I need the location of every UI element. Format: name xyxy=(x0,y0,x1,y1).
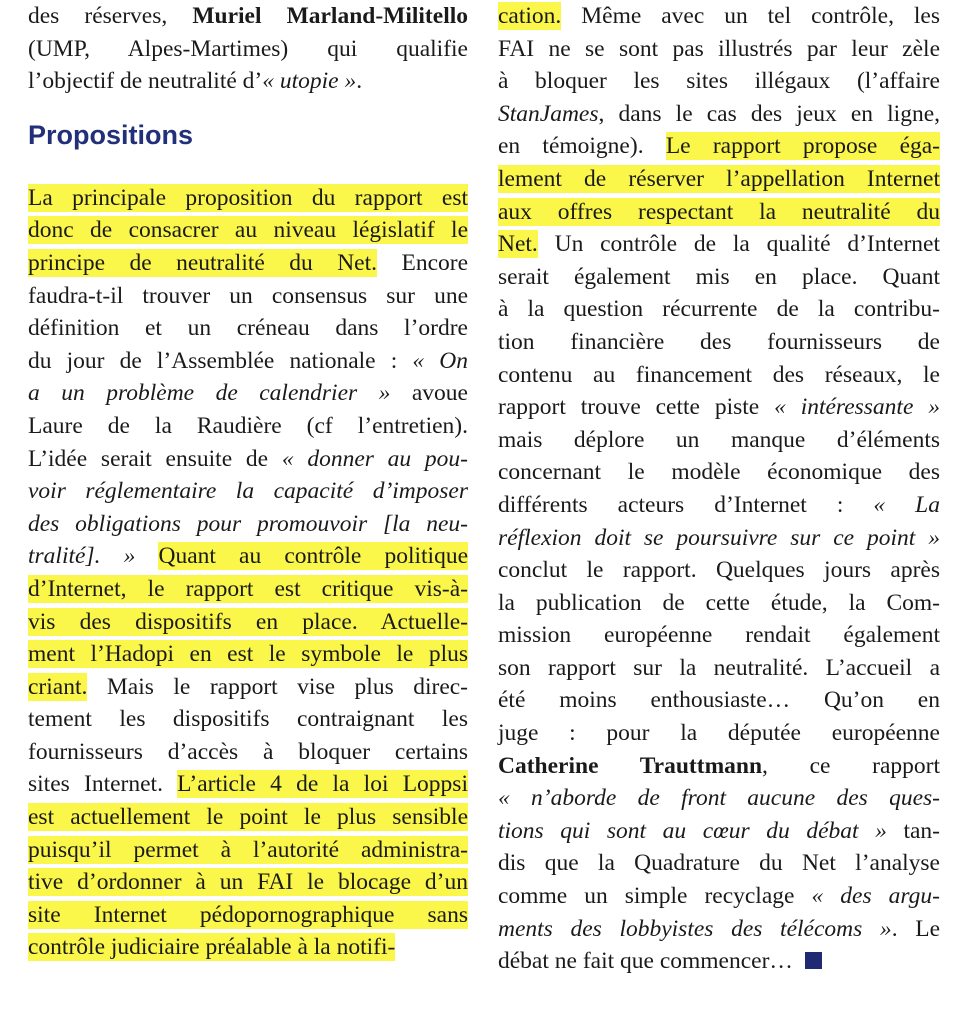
text-run: définition et un créneau dans l’ordre xyxy=(28,315,468,342)
text-line xyxy=(498,163,940,196)
text-run: à la question récurrente de la contribu- xyxy=(498,296,940,323)
text-run: été moins enthousiaste… Qu’on en xyxy=(498,687,940,714)
highlighted-text: contrôle judiciaire préalable à la notifi- xyxy=(28,934,396,961)
text-run: mission européenne rendait également xyxy=(498,622,940,649)
text-line xyxy=(28,443,468,476)
highlighted-text: principe de neutralité du Net. xyxy=(28,249,378,276)
text-line xyxy=(28,214,468,247)
text-line xyxy=(498,587,940,620)
text-line xyxy=(28,540,468,573)
text-run: Mais le rapport vise plus direc- xyxy=(87,673,468,700)
text-run: conclut le rapport. Quelques jours après xyxy=(498,557,940,584)
text-line xyxy=(498,847,940,880)
text-line xyxy=(28,899,468,932)
text-line xyxy=(498,652,940,685)
text-run: tement les dispositifs contraignant les xyxy=(28,706,468,733)
highlighted-text: Quant au contrôle politique xyxy=(158,543,468,570)
text-run: Un contrôle de la qualité d’Internet xyxy=(537,231,940,258)
text-line xyxy=(498,489,940,522)
highlighted-text: Le rapport propose éga- xyxy=(665,133,940,160)
text-line xyxy=(498,261,940,294)
italic-quote: a un problème de calendrier » xyxy=(28,380,391,407)
text-run: , dans le cas des jeux en ligne, xyxy=(598,100,940,127)
text-run: Encore xyxy=(377,249,469,276)
italic-quote: tralité]. » xyxy=(28,543,136,570)
text-line xyxy=(498,750,940,783)
text-run: des réserves, xyxy=(28,3,193,29)
right-column xyxy=(498,0,940,978)
text-line xyxy=(498,130,940,163)
text-line xyxy=(28,312,468,345)
italic-quote: « intéressante » xyxy=(774,394,940,421)
text-line xyxy=(28,0,468,33)
italic-quote: réflexion doit se poursuivre sur ce point » xyxy=(498,524,940,551)
highlighted-text: Net. xyxy=(498,231,538,258)
text-line xyxy=(28,638,468,671)
text-run: L’idée serait ensuite de xyxy=(28,445,282,472)
text-line xyxy=(498,196,940,229)
text-run: tion financière des fournisseurs de xyxy=(498,328,940,355)
text-line xyxy=(498,717,940,750)
highlighted-text: criant. xyxy=(28,673,88,700)
highlighted-text: La principale proposition du rapport est xyxy=(28,184,468,211)
italic-quote: « La xyxy=(873,491,940,518)
text-run: avoue xyxy=(390,380,468,407)
text-run: (UMP, Alpes-Martimes) qui qualifie xyxy=(28,35,468,62)
text-line xyxy=(498,326,940,359)
text-run: rapport trouve cette piste xyxy=(498,394,775,421)
highlighted-text: L’article 4 de la loi Loppsi xyxy=(177,771,468,798)
text-run: contenu au financement des réseaux, le xyxy=(498,361,940,388)
proposals-paragraph xyxy=(28,182,468,964)
text-line xyxy=(28,703,468,736)
text-line xyxy=(28,866,468,899)
text-line xyxy=(498,228,940,261)
text-run: Laure de la Raudière (cf l’entretien). xyxy=(28,412,468,439)
text-run: dis que la Quadrature du Net l’analyse xyxy=(498,850,940,877)
text-line xyxy=(498,456,940,489)
text-run: concernant le modèle économique des xyxy=(498,459,940,486)
text-line xyxy=(28,573,468,606)
text-run: FAI ne se sont pas illustrés par leur zèle xyxy=(498,35,940,62)
italic-quote: tions qui sont au cœur du débat » xyxy=(498,817,887,844)
text-run: l’objectif de neutralité d’ xyxy=(28,68,263,95)
text-line xyxy=(28,475,468,508)
highlighted-text: cation. xyxy=(498,3,562,29)
text-run: débat ne fait que commencer… xyxy=(498,948,799,975)
text-line xyxy=(28,736,468,769)
person-name: Muriel Marland-Militello xyxy=(192,3,469,29)
continued-paragraph xyxy=(498,0,940,978)
text-line xyxy=(498,293,940,326)
text-line xyxy=(28,410,468,443)
text-line xyxy=(28,768,468,801)
italic-quote: « n’aborde de front aucune des ques- xyxy=(498,785,940,812)
text-run: serait également mis en place. Quant xyxy=(498,263,940,290)
italic-quote: des obligations pour promouvoir [la neu- xyxy=(28,510,468,537)
text-line xyxy=(28,931,468,964)
text-line xyxy=(28,834,468,867)
text-run: , ce rapport xyxy=(762,752,940,779)
end-of-article-square-icon xyxy=(805,952,822,969)
text-line xyxy=(498,98,940,131)
text-run: son rapport sur la neutralité. L’accueil a xyxy=(498,654,940,681)
text-run: Même avec un tel contrôle, les xyxy=(561,3,940,29)
italic-quote: « donner au pou- xyxy=(281,445,468,472)
italic-quote: ments des lobbyistes des télécoms » xyxy=(498,915,892,942)
text-line xyxy=(498,522,940,555)
text-line xyxy=(498,619,940,652)
text-line xyxy=(498,684,940,717)
text-line xyxy=(498,65,940,98)
text-run xyxy=(135,543,158,569)
text-line xyxy=(28,182,468,215)
text-line xyxy=(498,554,940,587)
text-line xyxy=(498,424,940,457)
text-line xyxy=(28,801,468,834)
highlighted-text: puisqu’il permet à l’autorité administra- xyxy=(28,836,468,863)
highlighted-text: aux offres respectant la neutralité du xyxy=(498,198,940,225)
text-line xyxy=(28,508,468,541)
text-line xyxy=(498,945,940,978)
italic-quote: « des argu- xyxy=(811,883,940,910)
highlighted-text: lement de réserver l’appellation Internet xyxy=(498,165,940,192)
text-line xyxy=(28,33,468,66)
text-line xyxy=(498,359,940,392)
text-run: différents acteurs d’Internet : xyxy=(498,491,874,518)
text-line xyxy=(28,345,468,378)
highlighted-text: vis des dispositifs en place. Actuelle- xyxy=(28,608,468,635)
text-run: la publication de cette étude, la Com- xyxy=(498,589,940,616)
text-run: fournisseurs d’accès à bloquer certains xyxy=(28,738,468,765)
highlighted-text: ment l’Hadopi en est le symbole le plus xyxy=(28,641,468,668)
highlighted-text: d’Internet, le rapport est critique vis-à- xyxy=(28,575,468,602)
text-run: . xyxy=(356,68,363,95)
text-line xyxy=(28,280,468,313)
highlighted-text: tive d’ordonner à un FAI le blocage d’un xyxy=(28,869,468,896)
text-run: tan- xyxy=(886,817,940,844)
intro-paragraph xyxy=(28,0,468,98)
italic-quote: « utopie » xyxy=(262,68,357,95)
text-line xyxy=(28,65,468,98)
left-column xyxy=(28,0,468,964)
person-name: Catherine Trauttmann xyxy=(498,752,763,779)
text-line xyxy=(28,377,468,410)
italic-quote: voir réglementaire la capacité d’imposer xyxy=(28,478,468,505)
italic-quote: StanJames xyxy=(498,100,599,127)
text-run: faudra-t-il trouver un consensus sur une xyxy=(28,282,468,309)
highlighted-text: site Internet pédopornographique sans xyxy=(28,901,468,928)
text-line xyxy=(498,391,940,424)
text-run: juge : pour la députée européenne xyxy=(498,720,940,747)
text-run: comme un simple recyclage xyxy=(498,883,812,910)
text-line xyxy=(498,0,940,33)
text-line xyxy=(28,247,468,280)
text-run: du jour de l’Assemblée nationale : xyxy=(28,347,413,374)
text-line xyxy=(28,671,468,704)
text-run: en témoigne). xyxy=(498,133,666,160)
section-heading: Propositions xyxy=(28,119,194,150)
text-line xyxy=(498,782,940,815)
text-line xyxy=(498,815,940,848)
text-run: sites Internet. xyxy=(28,771,178,798)
text-run: à bloquer les sites illégaux (l’affaire xyxy=(498,68,940,95)
text-line xyxy=(498,880,940,913)
highlighted-text: donc de consacrer au niveau législatif le xyxy=(28,217,468,244)
text-line xyxy=(498,913,940,946)
text-line xyxy=(28,606,468,639)
highlighted-text: est actuellement le point le plus sensible xyxy=(28,804,468,831)
text-run: . Le xyxy=(891,915,940,942)
text-line xyxy=(498,33,940,66)
text-run: mais déplore un manque d’éléments xyxy=(498,426,940,453)
italic-quote: « On xyxy=(412,347,468,374)
